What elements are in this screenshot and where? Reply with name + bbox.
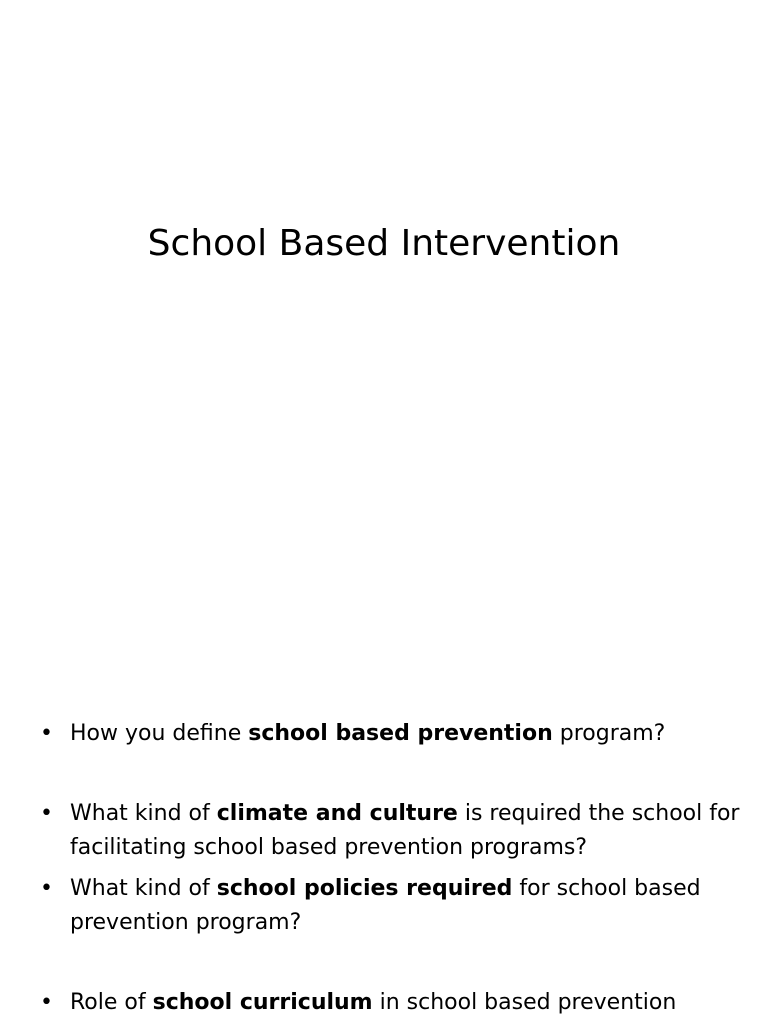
bullet-text-part: What kind of — [70, 801, 217, 826]
bullet-dot-icon: • — [40, 990, 53, 1015]
bullet-text — [70, 986, 740, 1020]
bullet-text-part: is required the school for facilitating school based prevention programs? — [70, 801, 740, 860]
bullet-text-part: Role of — [70, 990, 153, 1015]
bullet-text — [70, 797, 740, 865]
bullet-dot-icon: • — [40, 801, 53, 826]
bullet-text-bold: school policies required — [216, 876, 513, 901]
bullet-text-part: for school based prevention program? — [70, 876, 701, 935]
bullet-text-bold: school based prevention — [248, 721, 553, 746]
bullet-text-part: program? — [552, 721, 666, 746]
bullet-dot-icon: • — [40, 721, 53, 746]
bullet-text-part: What kind of — [70, 876, 217, 901]
bullet-text-bold: school curriculum — [152, 990, 373, 1015]
bullet-text — [70, 872, 740, 940]
bullet-text-part: How you define — [70, 721, 249, 746]
bullet-text-bold: climate and culture — [216, 801, 458, 826]
slide-title: School Based Intervention — [147, 223, 621, 264]
bullet-text — [70, 717, 740, 751]
bullet-item-define-prevention — [40, 717, 740, 751]
bullet-text-part: in school based prevention — [372, 990, 677, 1015]
bullet-dot-icon: • — [40, 876, 53, 901]
bullet-item-school-policies — [40, 872, 740, 940]
bullet-item-school-curriculum — [40, 986, 740, 1020]
bullet-item-climate-culture — [40, 797, 740, 865]
